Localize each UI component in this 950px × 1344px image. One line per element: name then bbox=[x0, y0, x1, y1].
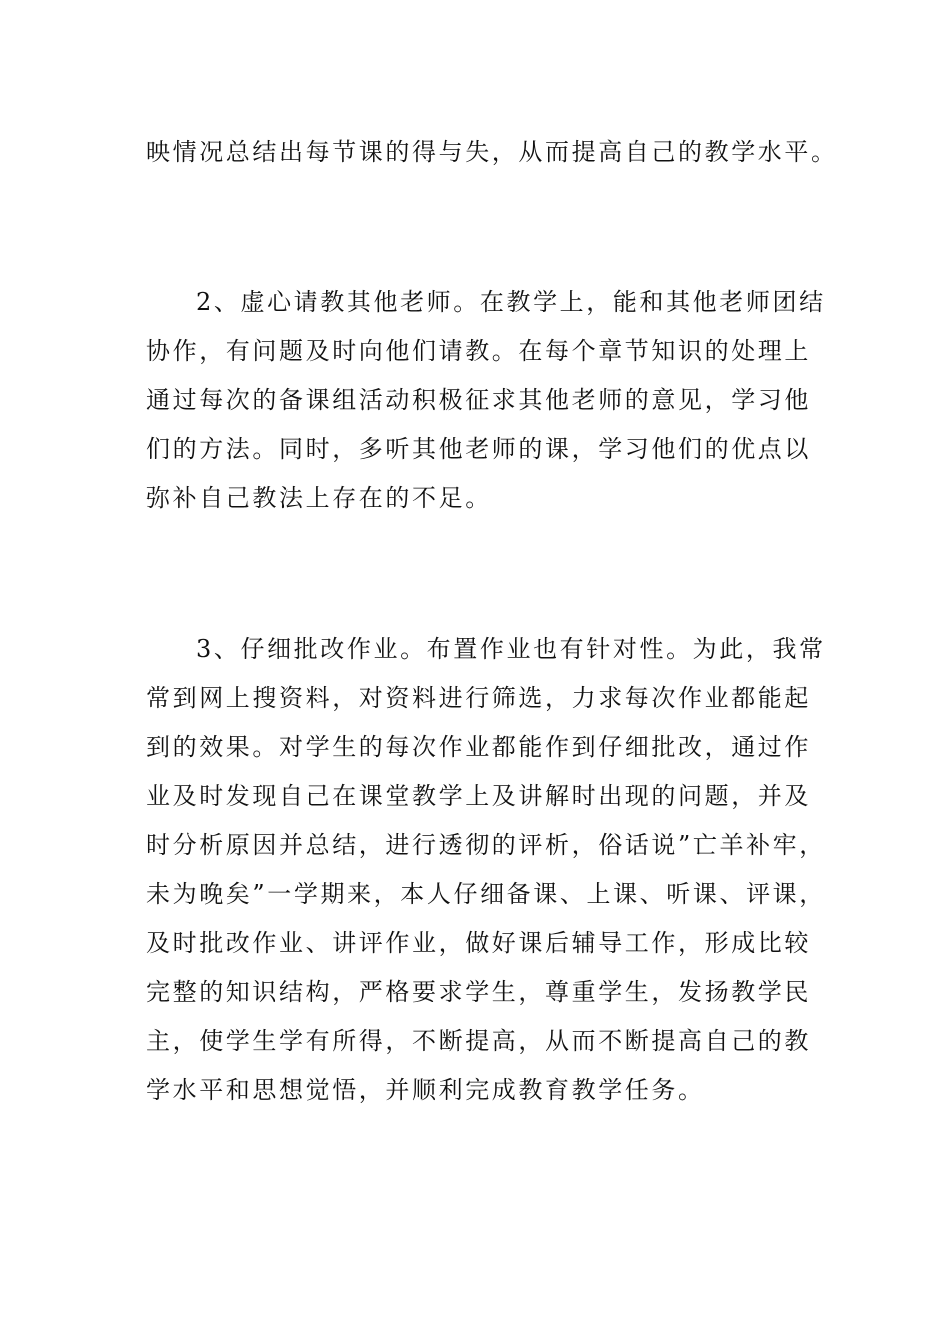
paragraph-2-line-4: 们的方法。同时，多听其他老师的课，学习他们的优点以 bbox=[146, 435, 811, 463]
paragraph-3-line-2: 常到网上搜资料，对资料进行筛选，力求每次作业都能起 bbox=[146, 684, 811, 712]
paragraph-2-line-1: 2、虚心请教其他老师。在教学上，能和其他老师团结 bbox=[196, 288, 826, 316]
paragraph-3-line-3: 到的效果。对学生的每次作业都能作到仔细批改，通过作 bbox=[146, 733, 811, 761]
paragraph-3-line-6: 未为晚矣”一学期来，本人仔细备课、上课、听课、评课， bbox=[146, 880, 826, 908]
paragraph-3-line-9: 主，使学生学有所得，不断提高，从而不断提高自己的教 bbox=[146, 1027, 811, 1055]
paragraph-2-line-3: 通过每次的备课组活动积极征求其他老师的意见，学习他 bbox=[146, 386, 811, 414]
paragraph-2-line-2: 协作，有问题及时向他们请教。在每个章节知识的处理上 bbox=[146, 337, 811, 365]
paragraph-3-line-1: 3、仔细批改作业。布置作业也有针对性。为此，我常 bbox=[196, 635, 826, 663]
paragraph-3-line-7: 及时批改作业、讲评作业，做好课后辅导工作，形成比较 bbox=[146, 929, 811, 957]
paragraph-1-line-1: 映情况总结出每节课的得与失，从而提高自己的教学水平。 bbox=[146, 138, 838, 166]
paragraph-2-line-5: 弥补自己教法上存在的不足。 bbox=[146, 484, 492, 512]
paragraph-3-line-8: 完整的知识结构，严格要求学生，尊重学生，发扬教学民 bbox=[146, 978, 811, 1006]
paragraph-3-line-5: 时分析原因并总结，进行透彻的评析，俗话说”亡羊补牢， bbox=[146, 831, 826, 859]
paragraph-3-line-10: 学水平和思想觉悟，并顺利完成教育教学任务。 bbox=[146, 1076, 705, 1104]
paragraph-3-line-4: 业及时发现自己在课堂教学上及讲解时出现的问题，并及 bbox=[146, 782, 811, 810]
